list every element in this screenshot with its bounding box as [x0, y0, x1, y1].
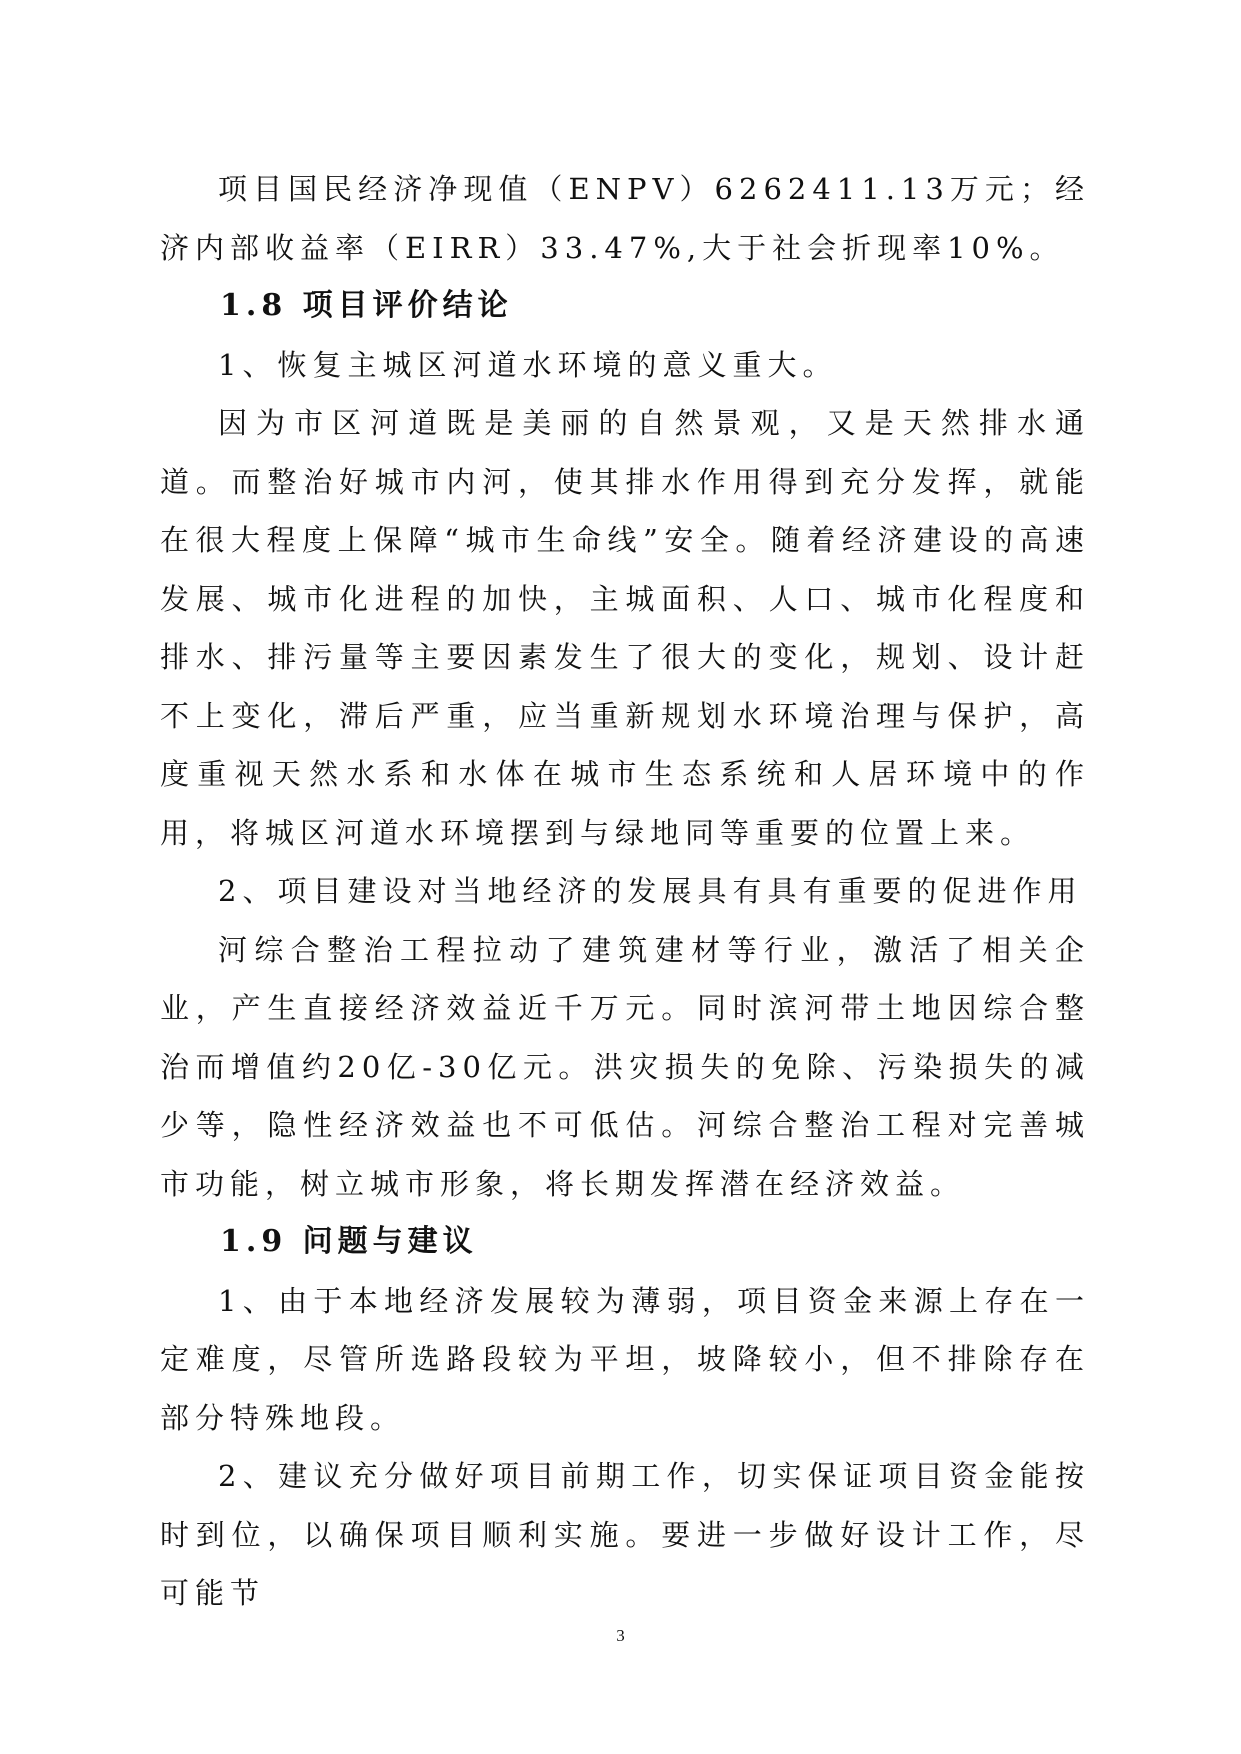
paragraph-economic-benefit: 河综合整治工程拉动了建筑建材等行业，激活了相关企业，产生直接经济效益近千万元。同时滨河带土地因综合整治而增值约20亿-30亿元。洪灾损失的免除、污染损失的减少等，隐性经济效益也不可低估。河综合整治工程对完善城市功能，树立城市形象，将长期发挥潜在经济效益。	[160, 932, 1090, 1201]
document-body	[160, 160, 1090, 1623]
paragraph-river-significance: 因为市区河道既是美丽的自然景观，又是天然排水通道。而整治好城市内河，使其排水作用得到充分发挥，就能在很大程度上保障“城市生命线”安全。随着经济建设的高速发展、城市化进程的加快，主城面积、人口、城市化程度和排水、排污量等主要因素发生了很大的变化，规划、设计赶不上变化，滞后严重，应当重新规划水环境治理与保护，高度重视天然水系和水体在城市生态系统和人居环境中的作用，将城区河道水环境摆到与绿地同等重要的位置上来。	[160, 406, 1090, 850]
paragraph-enpv: 项目国民经济净现值（ENPV）6262411.13万元；经济内部收益率（EIRR）33.47%,大于社会折现率10%。	[160, 172, 1090, 265]
paragraph-suggestion-2: 2、建议充分做好项目前期工作，切实保证项目资金能按时到位，以确保项目顺利实施。要进一步做好设计工作，尽可能节	[160, 1459, 1090, 1610]
paragraph-item-2-economy: 2、项目建设对当地经济的发展具有具有重要的促进作用	[218, 874, 1083, 908]
paragraph-item-1-river: 1、恢复主城区河道水环境的意义重大。	[218, 347, 838, 382]
paragraph-problem-1: 1、由于本地经济发展较为薄弱，项目资金来源上存在一定难度，尽管所选路段较为平坦，坡降较小，但不排除存在部分特殊地段。	[160, 1283, 1090, 1435]
heading-1-8: 1.8 项目评价结论	[220, 288, 513, 323]
heading-1-9: 1.9 问题与建议	[220, 1224, 478, 1259]
page-number: 3	[616, 1626, 625, 1645]
